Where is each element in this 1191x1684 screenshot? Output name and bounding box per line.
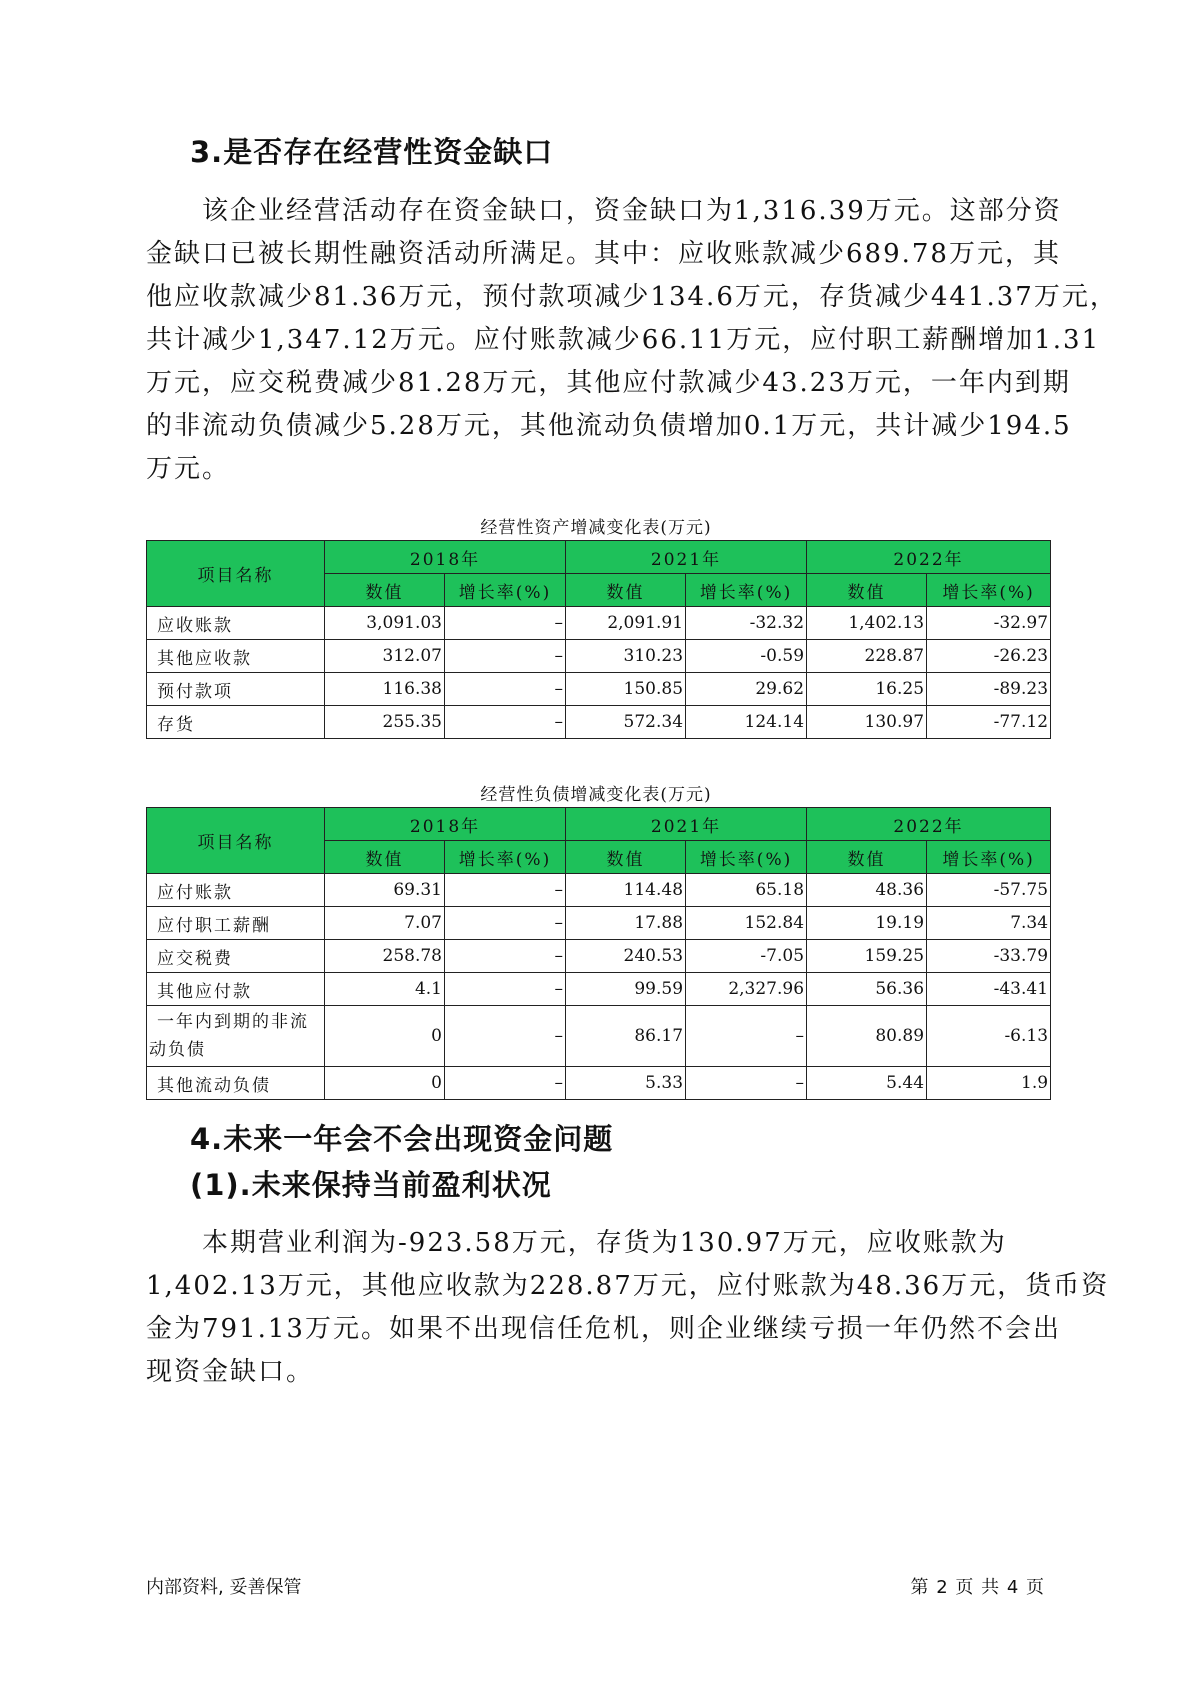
cell: – <box>686 1067 807 1100</box>
cell: 56.36 <box>807 973 927 1006</box>
paragraph-line: 1,402.13万元，其他应收款为228.87万元，应付账款为48.36万元，货币资 <box>146 1271 1110 1301</box>
cell: – <box>445 1006 566 1067</box>
section-3-heading: 3.是否存在经营性资金缺口 <box>190 135 554 169</box>
cell: 150.85 <box>566 673 686 706</box>
cell: 572.34 <box>566 706 686 739</box>
paragraph-line: 万元。 <box>146 454 231 484</box>
row-name: 应交税费 <box>147 940 325 973</box>
cell: 152.84 <box>686 907 807 940</box>
row-name: 预付款项 <box>147 673 325 706</box>
cell: 7.07 <box>325 907 445 940</box>
cell: 4.1 <box>325 973 445 1006</box>
year-header: 2021年 <box>566 541 807 574</box>
paragraph-line: 万元，应交税费减少81.28万元，其他应付款减少43.23万元，一年内到期 <box>146 368 1071 398</box>
cell: 16.25 <box>807 673 927 706</box>
cell: -7.05 <box>686 940 807 973</box>
table-row <box>147 607 1051 640</box>
cell: 3,091.03 <box>325 607 445 640</box>
row-name: 其他流动负债 <box>147 1067 325 1100</box>
table-row <box>147 874 1051 907</box>
value-header: 数值 <box>566 841 686 874</box>
section-4-subheading: (1).未来保持当前盈利状况 <box>190 1168 552 1202</box>
cell: 255.35 <box>325 706 445 739</box>
cell: -43.41 <box>927 973 1051 1006</box>
row-name <box>147 1006 325 1067</box>
table-row <box>147 940 1051 973</box>
cell: 258.78 <box>325 940 445 973</box>
row-name: 其他应收款 <box>147 640 325 673</box>
value-header: 数值 <box>325 841 445 874</box>
cell: 116.38 <box>325 673 445 706</box>
item-name-header: 项目名称 <box>147 808 325 874</box>
row-name: 应付账款 <box>147 874 325 907</box>
asset-table <box>146 540 1051 739</box>
value-header: 数值 <box>566 574 686 607</box>
table-row <box>147 640 1051 673</box>
cell: 19.19 <box>807 907 927 940</box>
cell: 86.17 <box>566 1006 686 1067</box>
cell: 17.88 <box>566 907 686 940</box>
paragraph-line: 他应收款减少81.36万元，预付款项减少134.6万元，存货减少441.37万元， <box>146 282 1118 312</box>
cell: – <box>686 1006 807 1067</box>
cell: -26.23 <box>927 640 1051 673</box>
item-name-header: 项目名称 <box>147 541 325 607</box>
rate-header: 增长率(%) <box>686 841 807 874</box>
value-header: 数值 <box>807 574 927 607</box>
cell: – <box>445 1067 566 1100</box>
paragraph-line: 共计减少1,347.12万元。应付账款减少66.11万元，应付职工薪酬增加1.31 <box>146 325 1101 355</box>
cell: – <box>445 940 566 973</box>
cell: 7.34 <box>927 907 1051 940</box>
cell: -32.32 <box>686 607 807 640</box>
cell: 65.18 <box>686 874 807 907</box>
row-name-line: 动负债 <box>149 1040 206 1060</box>
cell: – <box>445 706 566 739</box>
cell: – <box>445 874 566 907</box>
rate-header: 增长率(%) <box>686 574 807 607</box>
cell: -89.23 <box>927 673 1051 706</box>
section-3-paragraph <box>146 190 1118 491</box>
cell: 5.44 <box>807 1067 927 1100</box>
cell: 130.97 <box>807 706 927 739</box>
rate-header: 增长率(%) <box>445 574 566 607</box>
cell: 69.31 <box>325 874 445 907</box>
table-row <box>147 1006 1051 1067</box>
cell: 99.59 <box>566 973 686 1006</box>
footer-page-number: 第 2 页 共 4 页 <box>910 1577 1045 1598</box>
paragraph-line: 该企业经营活动存在资金缺口，资金缺口为1,316.39万元。这部分资 <box>202 196 1062 226</box>
cell: – <box>445 640 566 673</box>
section-4-heading: 4.未来一年会不会出现资金问题 <box>190 1122 614 1156</box>
row-name: 应收账款 <box>147 607 325 640</box>
cell: 159.25 <box>807 940 927 973</box>
table-row <box>147 706 1051 739</box>
cell: – <box>445 973 566 1006</box>
cell: 2,091.91 <box>566 607 686 640</box>
cell: -77.12 <box>927 706 1051 739</box>
cell: -0.59 <box>686 640 807 673</box>
cell: 2,327.96 <box>686 973 807 1006</box>
cell: – <box>445 907 566 940</box>
cell: 124.14 <box>686 706 807 739</box>
cell: -33.79 <box>927 940 1051 973</box>
cell: 310.23 <box>566 640 686 673</box>
rate-header: 增长率(%) <box>445 841 566 874</box>
cell: – <box>445 607 566 640</box>
cell: 1.9 <box>927 1067 1051 1100</box>
row-name: 应付职工薪酬 <box>147 907 325 940</box>
table-row <box>147 673 1051 706</box>
cell: -57.75 <box>927 874 1051 907</box>
cell: 0 <box>325 1006 445 1067</box>
row-name-line: 一年内到期的非流 <box>157 1012 309 1032</box>
paragraph-line: 的非流动负债减少5.28万元，其他流动负债增加0.1万元，共计减少194.5 <box>146 411 1072 441</box>
year-header: 2022年 <box>807 541 1051 574</box>
asset-table-caption: 经营性资产增减变化表(万元) <box>480 518 712 538</box>
table-row <box>147 1067 1051 1100</box>
value-header: 数值 <box>325 574 445 607</box>
cell: 1,402.13 <box>807 607 927 640</box>
row-name: 其他应付款 <box>147 973 325 1006</box>
footer-confidential-note: 内部资料, 妥善保管 <box>146 1577 302 1598</box>
cell: 0 <box>325 1067 445 1100</box>
cell: 312.07 <box>325 640 445 673</box>
cell: 114.48 <box>566 874 686 907</box>
paragraph-line: 金为791.13万元。如果不出现信任危机，则企业继续亏损一年仍然不会出 <box>146 1314 1061 1344</box>
paragraph-line: 现资金缺口。 <box>146 1357 315 1387</box>
year-header: 2018年 <box>325 541 566 574</box>
paragraph-line: 金缺口已被长期性融资活动所满足。其中：应收账款减少689.78万元，其 <box>146 239 1061 269</box>
cell: -32.97 <box>927 607 1051 640</box>
liability-table-caption: 经营性负债增减变化表(万元) <box>480 785 712 805</box>
cell: – <box>445 673 566 706</box>
cell: 240.53 <box>566 940 686 973</box>
section-4-paragraph <box>146 1222 1110 1394</box>
year-header: 2018年 <box>325 808 566 841</box>
year-header: 2021年 <box>566 808 807 841</box>
table-row <box>147 907 1051 940</box>
table-row <box>147 973 1051 1006</box>
cell: 80.89 <box>807 1006 927 1067</box>
year-header: 2022年 <box>807 808 1051 841</box>
cell: 48.36 <box>807 874 927 907</box>
value-header: 数值 <box>807 841 927 874</box>
cell: 228.87 <box>807 640 927 673</box>
cell: -6.13 <box>927 1006 1051 1067</box>
cell: 5.33 <box>566 1067 686 1100</box>
row-name: 存货 <box>147 706 325 739</box>
liability-table <box>146 807 1051 1100</box>
cell: 29.62 <box>686 673 807 706</box>
paragraph-line: 本期营业利润为-923.58万元，存货为130.97万元，应收账款为 <box>202 1228 1007 1258</box>
rate-header: 增长率(%) <box>927 574 1051 607</box>
rate-header: 增长率(%) <box>927 841 1051 874</box>
